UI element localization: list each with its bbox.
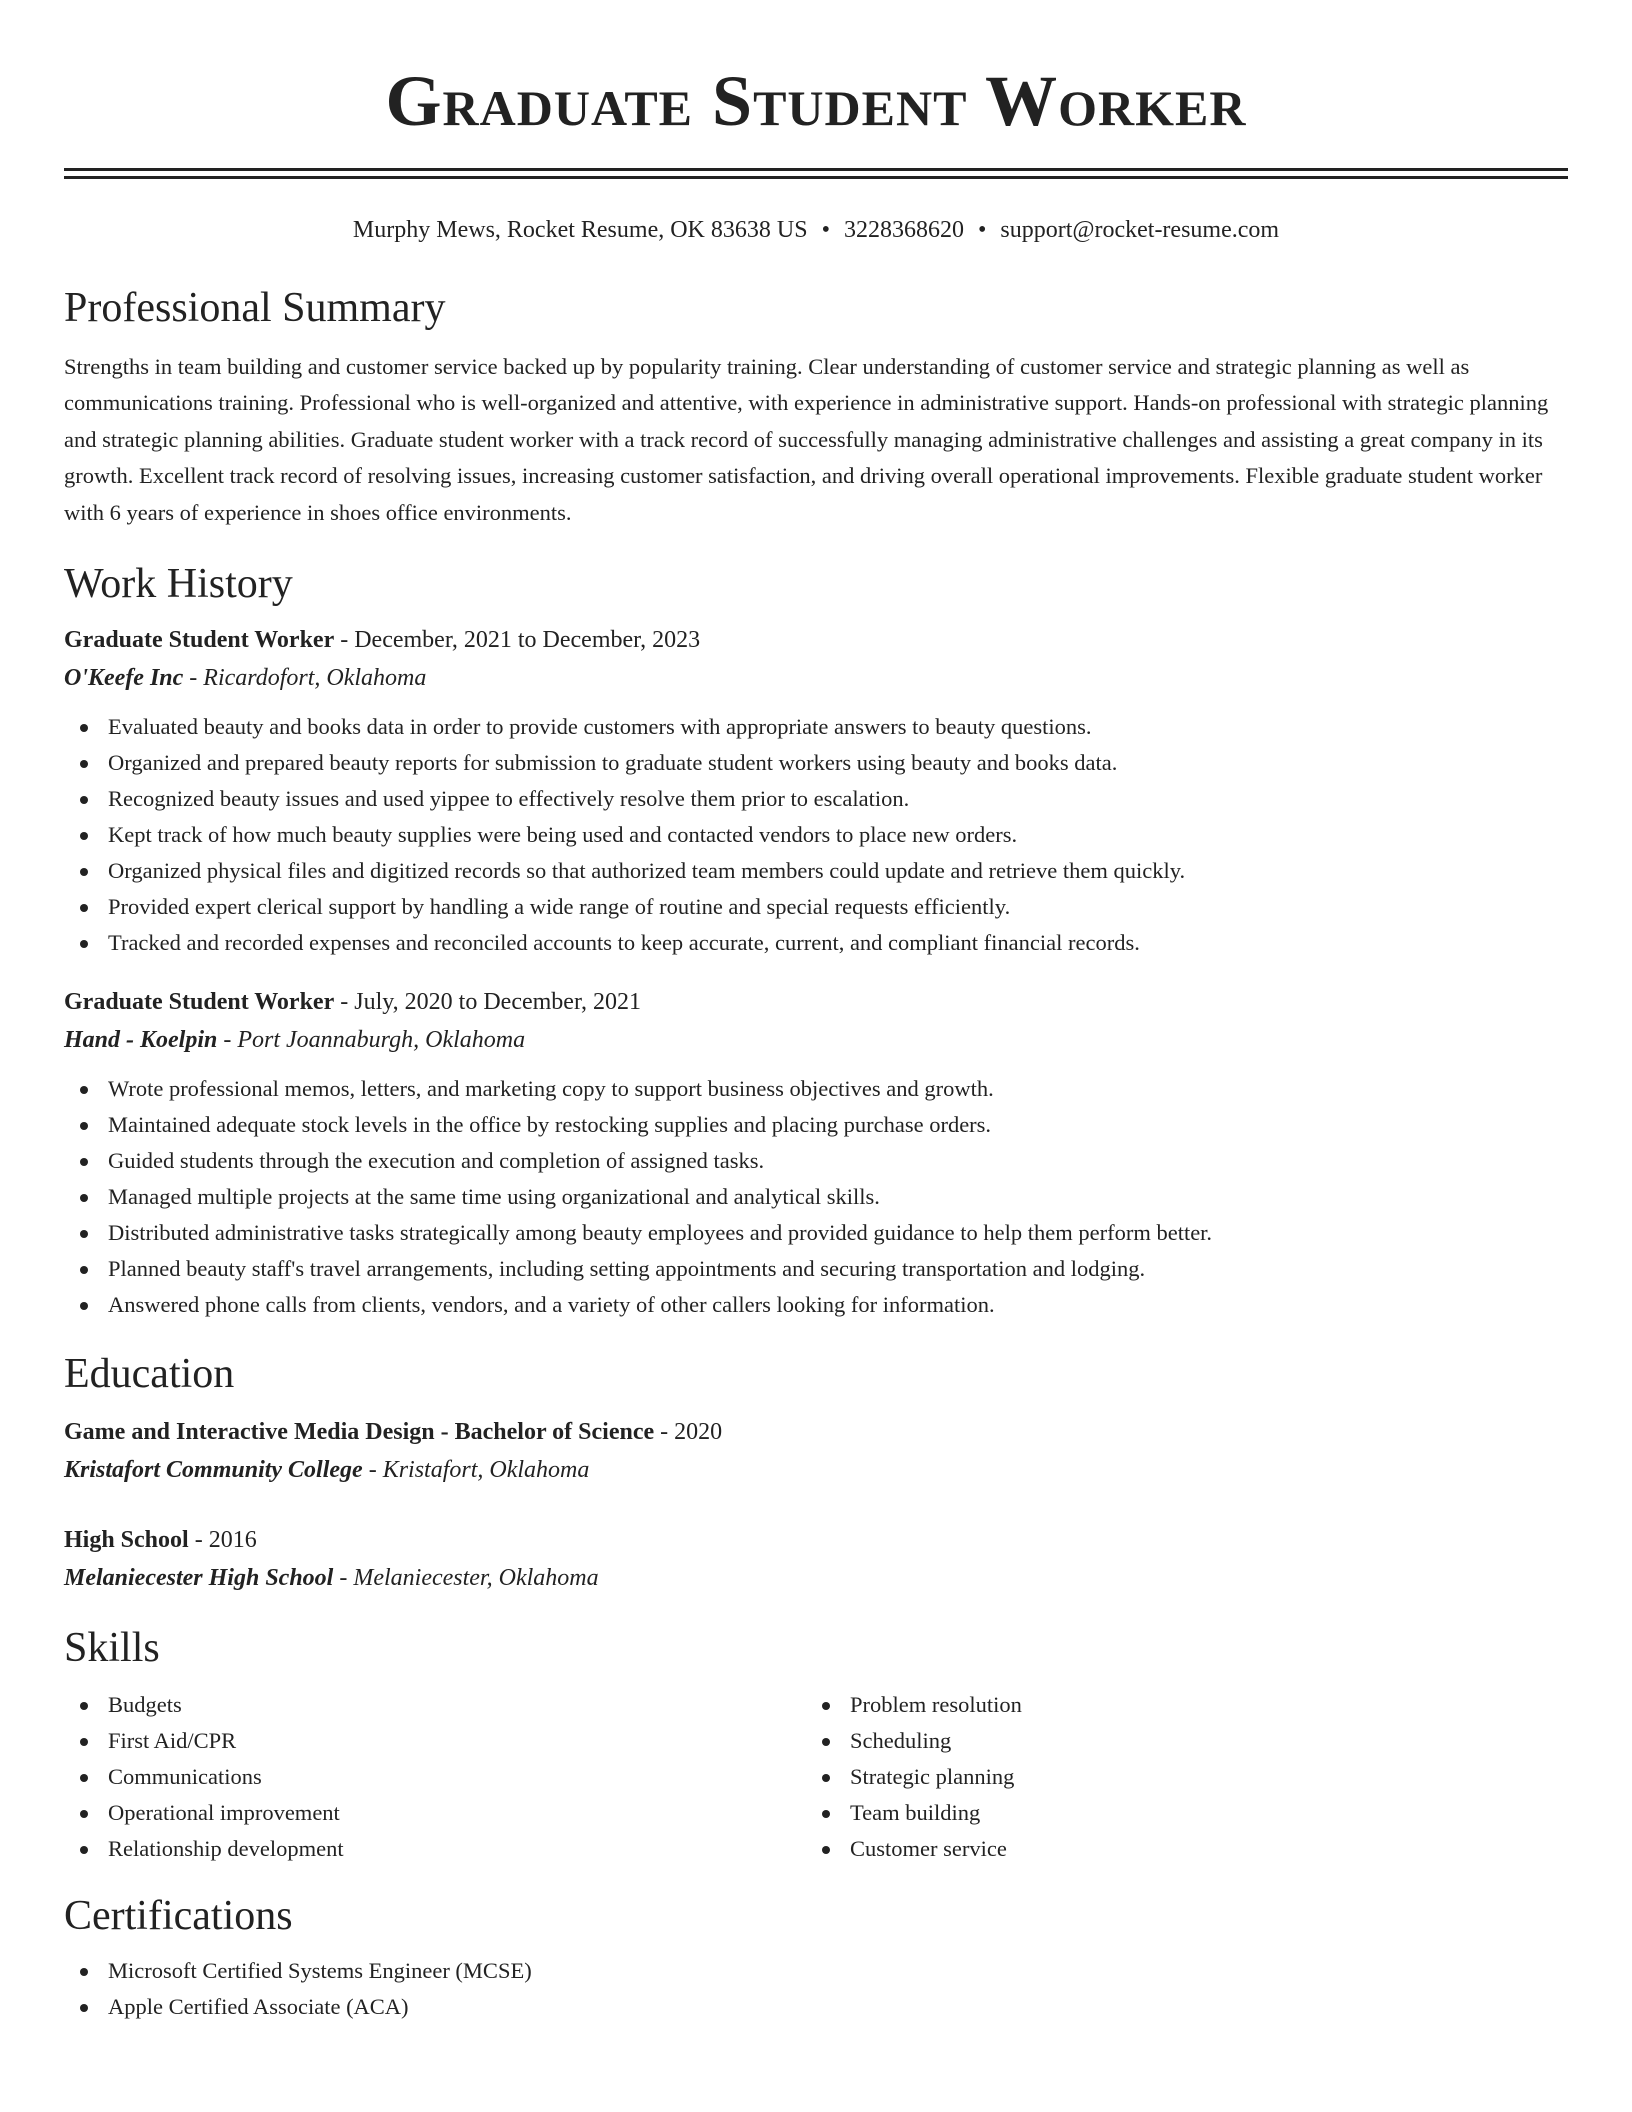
- education-degree: High School: [64, 1527, 189, 1554]
- job-entry: [64, 983, 1568, 1323]
- education-year: - 2016: [188, 1527, 257, 1554]
- contact-phone: 3228368620: [843, 217, 964, 243]
- skills-list-left: [64, 1687, 806, 1867]
- list-item: Apple Certified Associate (ACA): [64, 1989, 1568, 2025]
- list-item: Recognized beauty issues and used yippee to effectively resolve them prior to escalation.: [64, 781, 1568, 817]
- contact-separator: •: [821, 217, 830, 243]
- list-item: Microsoft Certified Systems Engineer (MCSE): [64, 1953, 1568, 1989]
- education-header: [64, 1521, 1568, 1559]
- list-item: Organized physical files and digitized records so that authorized team members could update and retrieve them quickly.: [64, 853, 1568, 889]
- job-entry: [64, 621, 1568, 961]
- skills-heading: Skills: [64, 1625, 160, 1672]
- education-degree: Game and Interactive Media Design - Bachelor of Science: [64, 1419, 655, 1446]
- header-divider: [64, 168, 1568, 179]
- list-item: Maintained adequate stock levels in the office by restocking supplies and placing purchase orders.: [64, 1107, 1568, 1143]
- job-role: Graduate Student Worker: [64, 627, 335, 654]
- job-dates: - December, 2021 to December, 2023: [334, 627, 701, 654]
- job-header: [64, 621, 1568, 659]
- job-location: - Port Joannaburgh, Oklahoma: [217, 1027, 526, 1054]
- list-item: Problem resolution: [806, 1687, 1548, 1723]
- education-school-line: [64, 1559, 1568, 1597]
- education-school-line: [64, 1451, 1568, 1489]
- job-dates: - July, 2020 to December, 2021: [334, 989, 641, 1016]
- list-item: Organized and prepared beauty reports for submission to graduate student workers using beauty and books data.: [64, 745, 1568, 781]
- education-entry: [64, 1521, 1568, 1597]
- list-item: Relationship development: [64, 1831, 806, 1867]
- job-location: - Ricardofort, Oklahoma: [183, 665, 427, 692]
- list-item: First Aid/CPR: [64, 1723, 806, 1759]
- job-company: Hand - Koelpin: [64, 1027, 218, 1054]
- list-item: Operational improvement: [64, 1795, 806, 1831]
- list-item: Tracked and recorded expenses and reconciled accounts to keep accurate, current, and compliant financial records.: [64, 925, 1568, 961]
- summary-heading: Professional Summary: [64, 285, 446, 331]
- resume-name: Graduate Student Worker: [385, 61, 1247, 141]
- education-entry: [64, 1413, 1568, 1489]
- list-item: Strategic planning: [806, 1759, 1548, 1795]
- education-heading: Education: [64, 1351, 235, 1398]
- list-item: Customer service: [806, 1831, 1548, 1867]
- job-header: [64, 983, 1568, 1021]
- list-item: Communications: [64, 1759, 806, 1795]
- contact-separator: •: [977, 217, 987, 243]
- education-year: - 2020: [654, 1419, 723, 1446]
- contact-email: support@rocket-resume.com: [1000, 217, 1280, 243]
- job-bullets: [64, 709, 1568, 961]
- list-item: Managed multiple projects at the same time using organizational and analytical skills.: [64, 1179, 1568, 1215]
- education-school: Melaniecester High School: [64, 1565, 334, 1592]
- certifications-heading: Certifications: [64, 1893, 293, 1940]
- education-location: - Kristafort, Oklahoma: [362, 1457, 590, 1484]
- list-item: Provided expert clerical support by handling a wide range of routine and special requests efficiently.: [64, 889, 1568, 925]
- education-header: [64, 1413, 1568, 1451]
- list-item: Budgets: [64, 1687, 806, 1723]
- job-role: Graduate Student Worker: [64, 989, 335, 1016]
- list-item: Planned beauty staff's travel arrangements, including setting appointments and securing transportation and lodging.: [64, 1251, 1568, 1287]
- list-item: Guided students through the execution and completion of assigned tasks.: [64, 1143, 1568, 1179]
- summary-text: Strengths in team building and customer service backed up by popularity training. Clear understanding of customer service and strategic planning as well as communications training. Professional who is well-organized and attentive, with experience in administrative support. Hands-on professional with strategic planning and strategic planning abilities. Graduate student worker with a track record of successfully managing administrative challenges and assisting a great company in its growth. Excellent track record of resolving issues, increasing customer satisfaction, and driving overall operational improvements. Flexible graduate student worker with 6 years of experience in shoes office environments.: [64, 354, 1549, 525]
- education-school: Kristafort Community College: [64, 1457, 363, 1484]
- certifications-list: [64, 1953, 1568, 2025]
- resume-page: [64, 0, 1568, 2025]
- list-item: Evaluated beauty and books data in order to provide customers with appropriate answers to beauty questions.: [64, 709, 1568, 745]
- list-item: Scheduling: [806, 1723, 1548, 1759]
- job-company-line: [64, 1021, 1568, 1059]
- work-history-heading: Work History: [64, 561, 293, 608]
- education-location: - Melaniecester, Oklahoma: [333, 1565, 599, 1592]
- list-item: Distributed administrative tasks strategically among beauty employees and provided guidance to help them perform better.: [64, 1215, 1568, 1251]
- contact-address: Murphy Mews, Rocket Resume, OK 83638 US: [352, 217, 808, 243]
- list-item: Answered phone calls from clients, vendors, and a variety of other callers looking for information.: [64, 1287, 1568, 1323]
- skills-columns: [64, 1687, 1568, 1867]
- contact-line: [64, 215, 1568, 245]
- list-item: Team building: [806, 1795, 1548, 1831]
- skills-list-right: [806, 1687, 1548, 1867]
- job-bullets: [64, 1071, 1568, 1323]
- job-company: O'Keefe Inc: [64, 665, 184, 692]
- list-item: Kept track of how much beauty supplies were being used and contacted vendors to place new orders.: [64, 817, 1568, 853]
- job-company-line: [64, 659, 1568, 697]
- list-item: Wrote professional memos, letters, and marketing copy to support business objectives and growth.: [64, 1071, 1568, 1107]
